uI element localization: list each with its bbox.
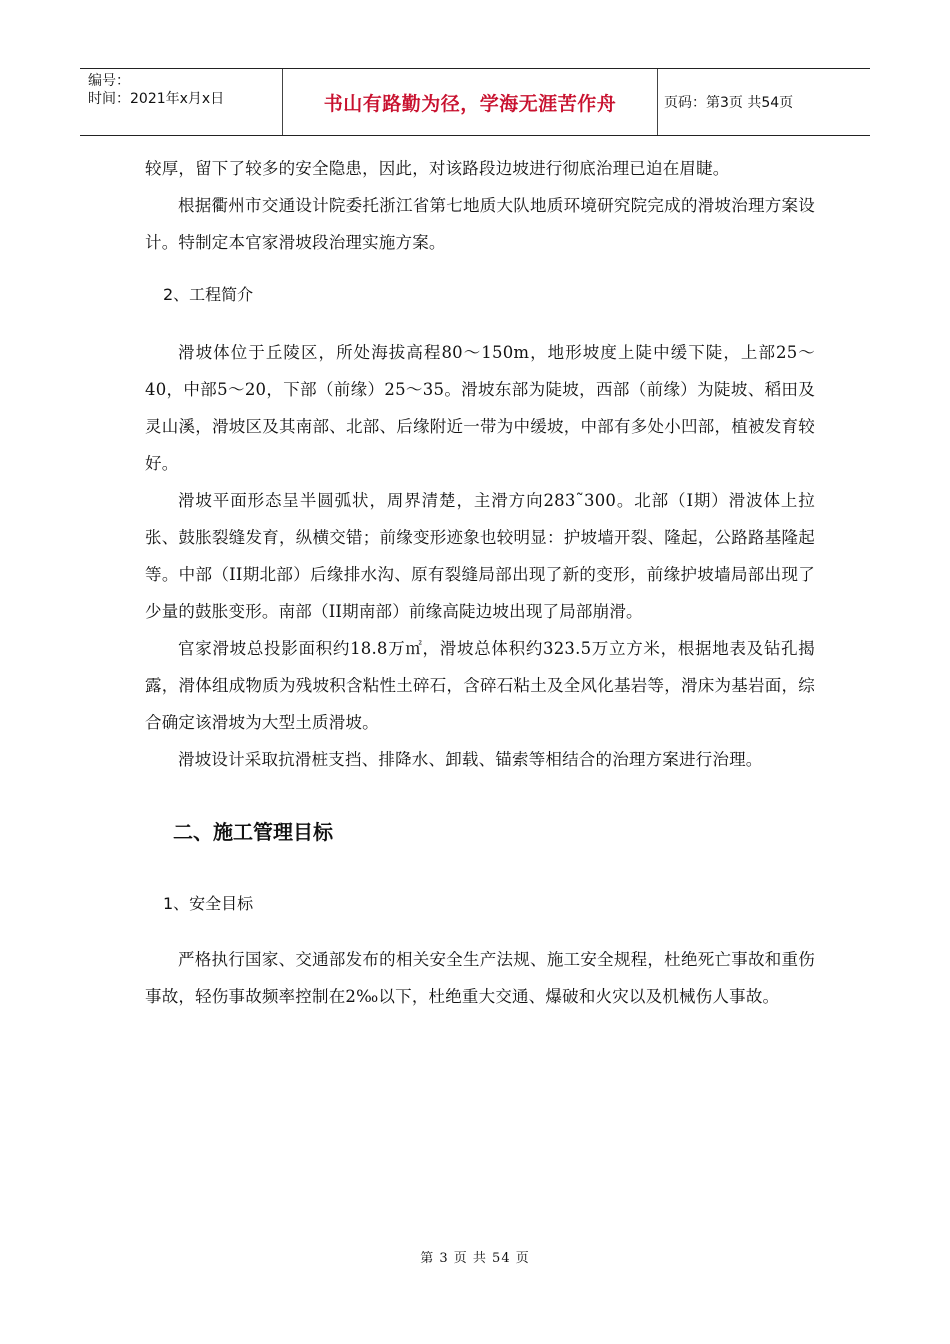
- paragraph: 滑坡体位于丘陵区，所处海拔高程80～150m，地形坡度上陡中缓下陡，上部25～40，中部5～20，下部（前缘）25～35。滑坡东部为陡坡，西部（前缘）为陡坡、稻田及灵山溪，滑坡区及其南部、北部、后缘附近一带为中缓坡，中部有多处小凹部，植被发育较好。: [145, 343, 815, 473]
- paragraph: 滑坡设计采取抗滑桩支挡、排降水、卸载、锚索等相结合的治理方案进行治理。: [178, 750, 763, 769]
- document-number-label: 编号：: [88, 73, 130, 89]
- subsection-heading: 1、安全目标: [163, 894, 254, 913]
- header-motto: 书山有路勤为径，学海无涯苦作舟: [283, 69, 658, 135]
- document-date: 时间：2021年x月x日: [88, 91, 225, 107]
- paragraph: 官家滑坡总投影面积约18.8万㎡，滑坡总体积约323.5万立方米，根据地表及钻孔揭露，滑体组成物质为残坡积含粘性土碎石，含碎石粘土及全风化基岩等，滑床为基岩面，综合确定该滑坡为大型土质滑坡。: [145, 639, 815, 732]
- page-header: [80, 68, 870, 136]
- section-heading: 二、施工管理目标: [173, 820, 333, 844]
- paragraph: 根据衢州市交通设计院委托浙江省第七地质大队地质环境研究院完成的滑坡治理方案设计。特制定本官家滑坡段治理实施方案。: [145, 196, 815, 252]
- header-meta: [80, 69, 283, 135]
- paragraph: 严格执行国家、交通部发布的相关安全生产法规、施工安全规程，杜绝死亡事故和重伤事故，轻伤事故频率控制在2‰以下，杜绝重大交通、爆破和火灾以及机械伤人事故。: [145, 950, 815, 1006]
- page-footer: 第 3 页 共 54 页: [420, 1251, 530, 1266]
- header-page-info: 页码：第3页 共54页: [664, 95, 794, 111]
- document-body: [145, 150, 815, 1015]
- paragraph: 较厚，留下了较多的安全隐患，因此，对该路段边坡进行彻底治理已迫在眉睫。: [145, 159, 730, 178]
- subsection-heading: 2、工程简介: [163, 285, 254, 304]
- paragraph: 滑坡平面形态呈半圆弧状，周界清楚，主滑方向283˜300。北部（I期）滑波体上拉张、鼓胀裂缝发育，纵横交错；前缘变形迹象也较明显：护坡墙开裂、隆起，公路路基隆起等。中部（II期北部）后缘排水沟、原有裂缝局部出现了新的变形，前缘护坡墙局部出现了少量的鼓胀变形。南部（II期南部）前缘高陡边坡出现了局部崩滑。: [145, 491, 815, 621]
